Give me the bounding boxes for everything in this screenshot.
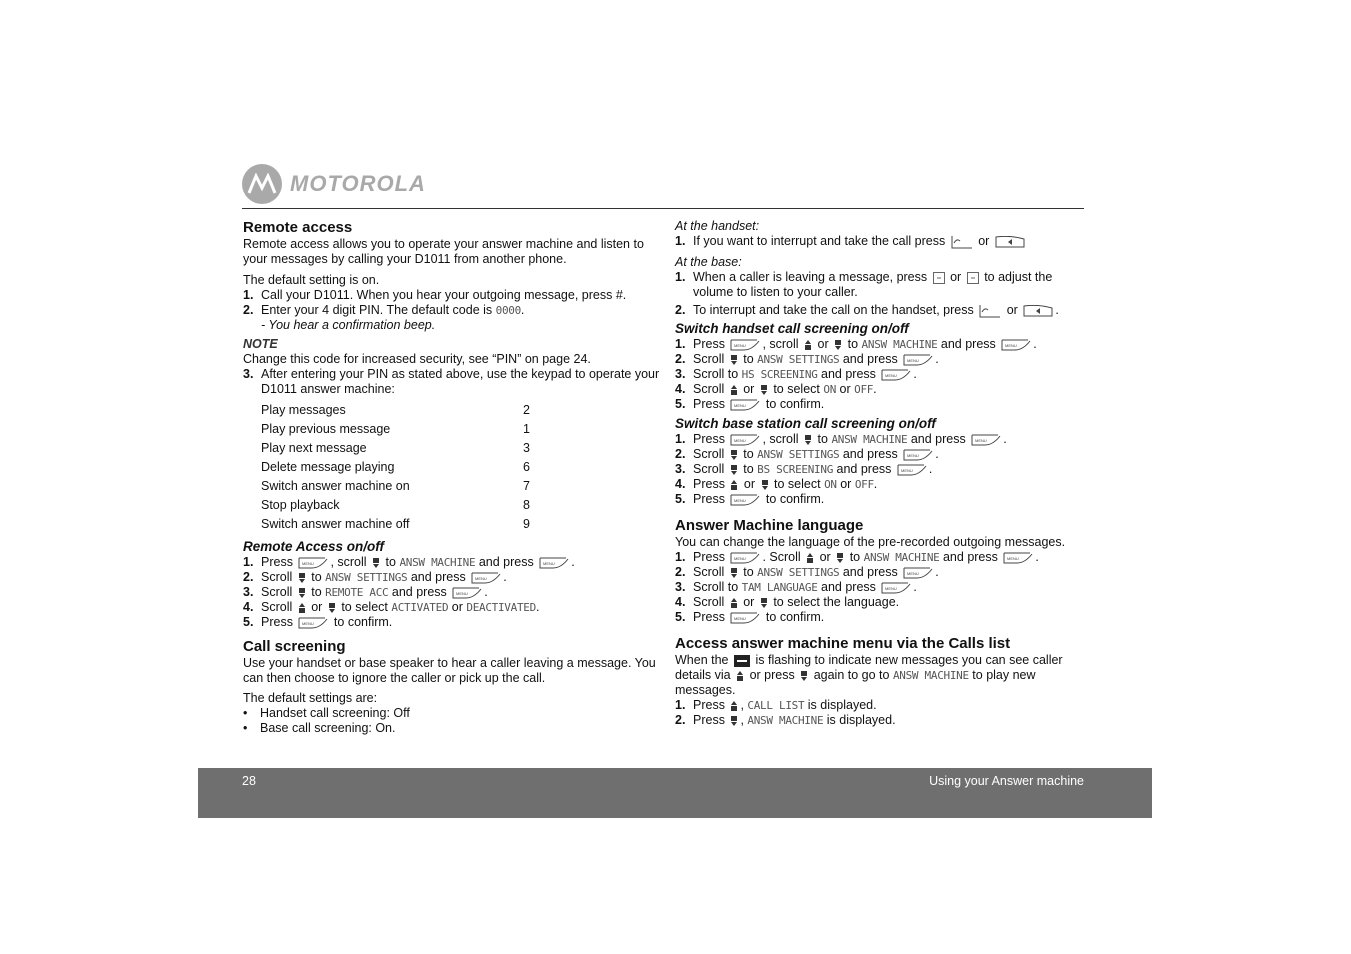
menu-key-icon bbox=[730, 612, 760, 624]
code-key: 3 bbox=[523, 441, 530, 455]
scroll-up-icon bbox=[804, 339, 812, 351]
remote-access-steps bbox=[243, 288, 663, 318]
bs-screening-steps bbox=[675, 432, 1095, 507]
scroll-down-icon bbox=[730, 567, 738, 579]
menu-key-icon bbox=[452, 587, 482, 599]
table-row bbox=[261, 515, 563, 534]
menu-key-icon bbox=[971, 434, 1001, 446]
list-item: 5. Press to confirm. bbox=[675, 610, 825, 624]
language-intro: You can change the language of the pre-recorded outgoing messages. bbox=[675, 535, 1066, 549]
code-key: 7 bbox=[523, 479, 530, 493]
menu-key-icon bbox=[897, 464, 927, 476]
scroll-down-icon bbox=[800, 670, 808, 682]
code-label: Play next message bbox=[261, 441, 367, 455]
list-item: 2. Scroll to ANSW SETTINGS and press . bbox=[243, 570, 507, 584]
code-label: Delete message playing bbox=[261, 460, 395, 474]
right-column bbox=[675, 219, 1095, 728]
list-item: 1. Press , scroll or to ANSW MACHINE and press . bbox=[675, 337, 1037, 351]
calls-list-intro: When the is flashing to indicate new messages you can see caller details via or press again to go to ANSW MACHINE to play new messages. bbox=[675, 653, 1063, 697]
list-item: 5. Press to confirm. bbox=[675, 397, 825, 411]
brand-name: MOTOROLA bbox=[290, 171, 426, 196]
handset-steps bbox=[675, 234, 1095, 249]
list-item: 1. When a caller is leaving a message, press or to adjust the volume to listen to your caller. bbox=[675, 270, 1053, 299]
list-item: 1. Press , scroll to ANSW MACHINE and press . bbox=[675, 432, 1007, 446]
list-item: 2. Press , ANSW MACHINE is displayed. bbox=[675, 713, 896, 727]
scroll-up-icon bbox=[730, 384, 738, 396]
code-key: 8 bbox=[523, 498, 530, 512]
code-label: Stop playback bbox=[261, 498, 340, 512]
menu-key-icon bbox=[881, 582, 911, 594]
list-item: 3. Scroll to HS SCREENING and press . bbox=[675, 367, 917, 381]
list-item: 2. Enter your 4 digit PIN. The default code is 0000. bbox=[243, 303, 525, 317]
code-label: Play messages bbox=[261, 403, 346, 417]
call-screening-defaults: The default settings are: bbox=[243, 691, 378, 705]
menu-key-icon bbox=[730, 339, 760, 351]
scroll-down-icon bbox=[730, 464, 738, 476]
confirmation-sub: - You hear a confirmation beep. bbox=[261, 318, 436, 332]
table-row bbox=[261, 477, 563, 496]
list-item: 3. Scroll to TAM LANGUAGE and press . bbox=[675, 580, 917, 594]
left-column bbox=[243, 219, 663, 736]
list-item: 4. Press or to select ON or OFF. bbox=[675, 477, 878, 491]
list-item: 3. After entering your PIN as stated above, use the keypad to operate your D1011 answer machine: bbox=[243, 367, 660, 396]
code-key: 1 bbox=[523, 422, 530, 436]
list-item: 5. Press to confirm. bbox=[675, 492, 825, 506]
hs-screening-title: Switch handset call screening on/off bbox=[675, 321, 909, 336]
hs-screening-steps bbox=[675, 337, 1095, 412]
list-item: 2. Scroll to ANSW SETTINGS and press . bbox=[675, 352, 939, 366]
scroll-down-icon bbox=[761, 479, 769, 491]
keypad-codes-table bbox=[261, 401, 563, 534]
list-item: 1. Press , scroll to ANSW MACHINE and press . bbox=[243, 555, 575, 569]
menu-key-icon bbox=[730, 434, 760, 446]
scroll-down-icon bbox=[372, 557, 380, 569]
table-row bbox=[261, 439, 563, 458]
list-item: 2. Scroll to ANSW SETTINGS and press . bbox=[675, 565, 939, 579]
menu-key-icon bbox=[298, 617, 328, 629]
remote-access-step3 bbox=[243, 367, 663, 397]
list-item: 1. Press . Scroll or to ANSW MACHINE and press . bbox=[675, 550, 1039, 564]
menu-key-icon bbox=[1003, 552, 1033, 564]
list-item: 4. Scroll or to select the language. bbox=[675, 595, 900, 609]
list-item: 1. Call your D1011. When you hear your outgoing message, press #. bbox=[243, 288, 627, 302]
speaker-key-icon bbox=[1023, 305, 1053, 317]
talk-key-icon bbox=[951, 235, 973, 249]
scroll-down-icon bbox=[760, 384, 768, 396]
scroll-up-icon bbox=[806, 552, 814, 564]
scroll-down-icon bbox=[760, 597, 768, 609]
menu-key-icon bbox=[539, 557, 569, 569]
scroll-up-icon bbox=[730, 700, 738, 712]
code-label: Switch answer machine off bbox=[261, 517, 410, 531]
scroll-down-icon bbox=[298, 587, 306, 599]
call-screening-intro: Use your handset or base speaker to hear a caller leaving a message. You can then choose to ignore the caller or pick up the call. bbox=[243, 656, 656, 685]
scroll-down-icon bbox=[804, 434, 812, 446]
list-item: 4. Scroll or to select ON or OFF. bbox=[675, 382, 877, 396]
section-title: Using your Answer machine bbox=[929, 774, 1084, 788]
menu-key-icon bbox=[881, 369, 911, 381]
list-item: 3. Scroll to REMOTE ACC and press . bbox=[243, 585, 488, 599]
code-label: Play previous message bbox=[261, 422, 391, 436]
code-label: Switch answer machine on bbox=[261, 479, 410, 493]
volume-up-icon bbox=[933, 272, 945, 284]
message-icon bbox=[734, 655, 750, 667]
scroll-down-icon bbox=[328, 602, 336, 614]
menu-key-icon bbox=[903, 449, 933, 461]
list-item: 1. Press , CALL LIST is displayed. bbox=[675, 698, 877, 712]
at-handset-label: At the handset: bbox=[675, 219, 760, 233]
menu-key-icon bbox=[471, 572, 501, 584]
remote-onoff-title: Remote Access on/off bbox=[243, 539, 385, 554]
scroll-up-icon bbox=[730, 479, 738, 491]
scroll-down-icon bbox=[730, 449, 738, 461]
motorola-batwing-icon bbox=[242, 164, 282, 204]
bs-screening-title: Switch base station call screening on/off bbox=[675, 416, 936, 431]
speaker-key-icon bbox=[995, 236, 1025, 248]
list-item: 2. To interrupt and take the call on the handset, press or . bbox=[675, 303, 1059, 317]
code-key: 2 bbox=[523, 403, 530, 417]
scroll-down-icon bbox=[298, 572, 306, 584]
call-screening-bullets bbox=[243, 706, 663, 736]
scroll-down-icon bbox=[836, 552, 844, 564]
remote-access-default: The default setting is on. bbox=[243, 273, 380, 287]
menu-key-icon bbox=[903, 354, 933, 366]
calls-list-title: Access answer machine menu via the Calls list bbox=[675, 635, 1011, 652]
scroll-up-icon bbox=[730, 597, 738, 609]
page-number: 28 bbox=[242, 774, 256, 788]
base-steps bbox=[675, 270, 1095, 318]
scroll-up-icon bbox=[736, 670, 744, 682]
volume-down-icon bbox=[967, 272, 979, 284]
list-item: 5. Press to confirm. bbox=[243, 615, 393, 629]
note-text: Change this code for increased security, see “PIN” on page 24. bbox=[243, 352, 591, 366]
table-row bbox=[261, 458, 563, 477]
talk-key-icon bbox=[979, 304, 1001, 318]
list-item: 3. Scroll to BS SCREENING and press . bbox=[675, 462, 933, 476]
menu-key-icon bbox=[1001, 339, 1031, 351]
remote-onoff-steps bbox=[243, 555, 663, 630]
menu-key-icon bbox=[730, 552, 760, 564]
remote-access-intro: Remote access allows you to operate your answer machine and listen to your messages by calling your D1011 from another phone. bbox=[243, 237, 644, 266]
language-steps bbox=[675, 550, 1095, 625]
menu-key-icon bbox=[903, 567, 933, 579]
list-item: 4. Scroll or to select ACTIVATED or DEACTIVATED. bbox=[243, 600, 540, 614]
scroll-up-icon bbox=[298, 602, 306, 614]
language-title: Answer Machine language bbox=[675, 517, 864, 534]
page-footer bbox=[198, 768, 1152, 818]
scroll-down-icon bbox=[834, 339, 842, 351]
header-rule bbox=[242, 208, 1084, 209]
list-item: • Handset call screening: Off bbox=[243, 706, 410, 720]
scroll-down-icon bbox=[730, 715, 738, 727]
calls-list-steps bbox=[675, 698, 1095, 728]
code-key: 9 bbox=[523, 517, 530, 531]
list-item: 2. Scroll to ANSW SETTINGS and press . bbox=[675, 447, 939, 461]
list-item: 1. If you want to interrupt and take the call press or bbox=[675, 234, 1095, 249]
call-screening-title: Call screening bbox=[243, 638, 346, 655]
code-key: 6 bbox=[523, 460, 530, 474]
at-base-label: At the base: bbox=[675, 255, 742, 269]
list-item: • Base call screening: On. bbox=[243, 721, 396, 735]
table-row bbox=[261, 496, 563, 515]
remote-access-title: Remote access bbox=[243, 219, 353, 236]
note-label: NOTE bbox=[243, 337, 278, 351]
table-row bbox=[261, 401, 563, 420]
menu-key-icon bbox=[730, 399, 760, 411]
table-row bbox=[261, 420, 563, 439]
menu-key-icon bbox=[298, 557, 328, 569]
motorola-logo bbox=[242, 162, 472, 206]
scroll-down-icon bbox=[730, 354, 738, 366]
menu-key-icon bbox=[730, 494, 760, 506]
